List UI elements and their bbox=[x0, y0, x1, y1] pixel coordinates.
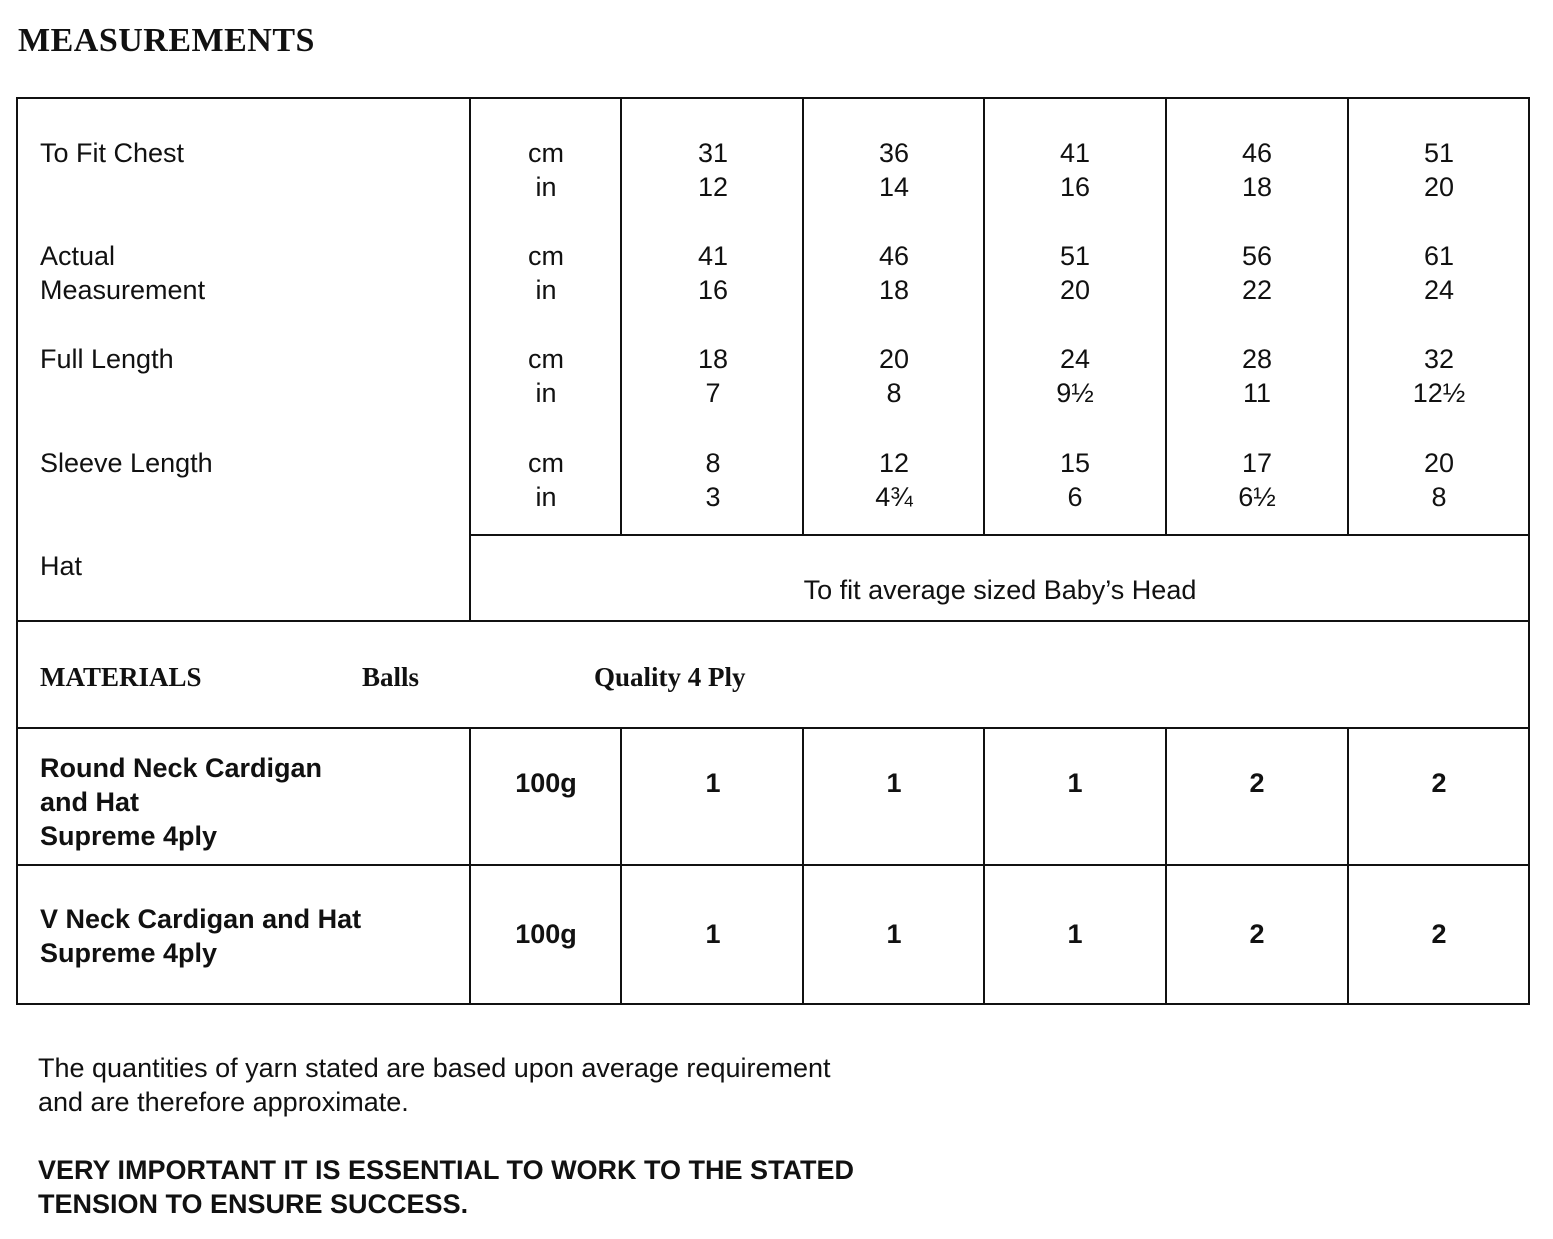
column-divider bbox=[802, 99, 804, 535]
size-value: 15 6 bbox=[1059, 448, 1091, 512]
size-value: 61 24 bbox=[1423, 241, 1455, 305]
ball-count: 2 bbox=[1249, 919, 1265, 949]
ball-count: 2 bbox=[1431, 768, 1447, 798]
column-divider bbox=[802, 728, 804, 1005]
ball-count: 1 bbox=[1067, 919, 1083, 949]
size-value: 18 7 bbox=[697, 344, 729, 408]
material-label: Round Neck Cardigan and Hat Supreme 4ply bbox=[40, 753, 323, 851]
row-divider bbox=[16, 864, 1530, 866]
size-value: 20 8 bbox=[1423, 448, 1455, 512]
row-label: Full Length bbox=[40, 344, 174, 374]
ball-count: 1 bbox=[705, 768, 721, 798]
size-value: 46 18 bbox=[1241, 138, 1273, 202]
quantities-note: The quantities of yarn stated are based upon average requirement and are therefore approximate. bbox=[38, 1053, 831, 1117]
row-divider bbox=[16, 620, 1530, 622]
measurements-table bbox=[16, 97, 1530, 1005]
size-value: 12 4¾ bbox=[875, 448, 913, 512]
column-divider bbox=[1165, 728, 1167, 1005]
unit-label: cm in bbox=[528, 241, 564, 305]
size-value: 31 12 bbox=[697, 138, 729, 202]
hat-value: To fit average sized Baby’s Head bbox=[803, 575, 1197, 605]
size-value: 28 11 bbox=[1241, 344, 1273, 408]
size-value: 20 8 bbox=[878, 344, 910, 408]
column-divider bbox=[983, 728, 985, 1005]
materials-heading: MATERIALS bbox=[40, 662, 202, 692]
page-title: MEASUREMENTS bbox=[18, 22, 315, 59]
unit-label: cm in bbox=[528, 448, 564, 512]
size-value: 24 9½ bbox=[1056, 344, 1094, 408]
ball-weight: 100g bbox=[515, 768, 577, 798]
ball-weight: 100g bbox=[515, 919, 577, 949]
size-value: 36 14 bbox=[878, 138, 910, 202]
quality-label: Quality 4 Ply bbox=[594, 662, 746, 692]
ball-count: 2 bbox=[1431, 919, 1447, 949]
unit-label: cm in bbox=[528, 344, 564, 408]
ball-count: 1 bbox=[886, 768, 902, 798]
row-label: To Fit Chest bbox=[40, 138, 185, 168]
size-value: 8 3 bbox=[705, 448, 721, 512]
size-value: 32 12½ bbox=[1412, 344, 1466, 408]
ball-count: 1 bbox=[886, 919, 902, 949]
column-divider bbox=[1347, 99, 1349, 535]
column-divider bbox=[1347, 728, 1349, 1005]
size-value: 51 20 bbox=[1423, 138, 1455, 202]
ball-count: 1 bbox=[1067, 768, 1083, 798]
column-divider bbox=[1165, 99, 1167, 535]
row-divider bbox=[16, 727, 1530, 729]
size-value: 41 16 bbox=[1059, 138, 1091, 202]
size-value: 46 18 bbox=[878, 241, 910, 305]
tension-warning: VERY IMPORTANT IT IS ESSENTIAL TO WORK TO THE STATED TENSION TO ENSURE SUCCESS. bbox=[38, 1155, 855, 1219]
size-value: 51 20 bbox=[1059, 241, 1091, 305]
row-label: Actual Measurement bbox=[40, 241, 206, 305]
row-divider bbox=[470, 534, 1530, 536]
column-divider bbox=[983, 99, 985, 535]
material-label: V Neck Cardigan and Hat Supreme 4ply bbox=[40, 904, 362, 968]
balls-label: Balls bbox=[362, 662, 420, 692]
size-value: 56 22 bbox=[1241, 241, 1273, 305]
size-value: 17 6½ bbox=[1238, 448, 1276, 512]
row-label: Sleeve Length bbox=[40, 448, 213, 478]
unit-label: cm in bbox=[528, 138, 564, 202]
ball-count: 2 bbox=[1249, 768, 1265, 798]
size-value: 41 16 bbox=[697, 241, 729, 305]
hat-label: Hat bbox=[40, 551, 83, 581]
ball-count: 1 bbox=[705, 919, 721, 949]
